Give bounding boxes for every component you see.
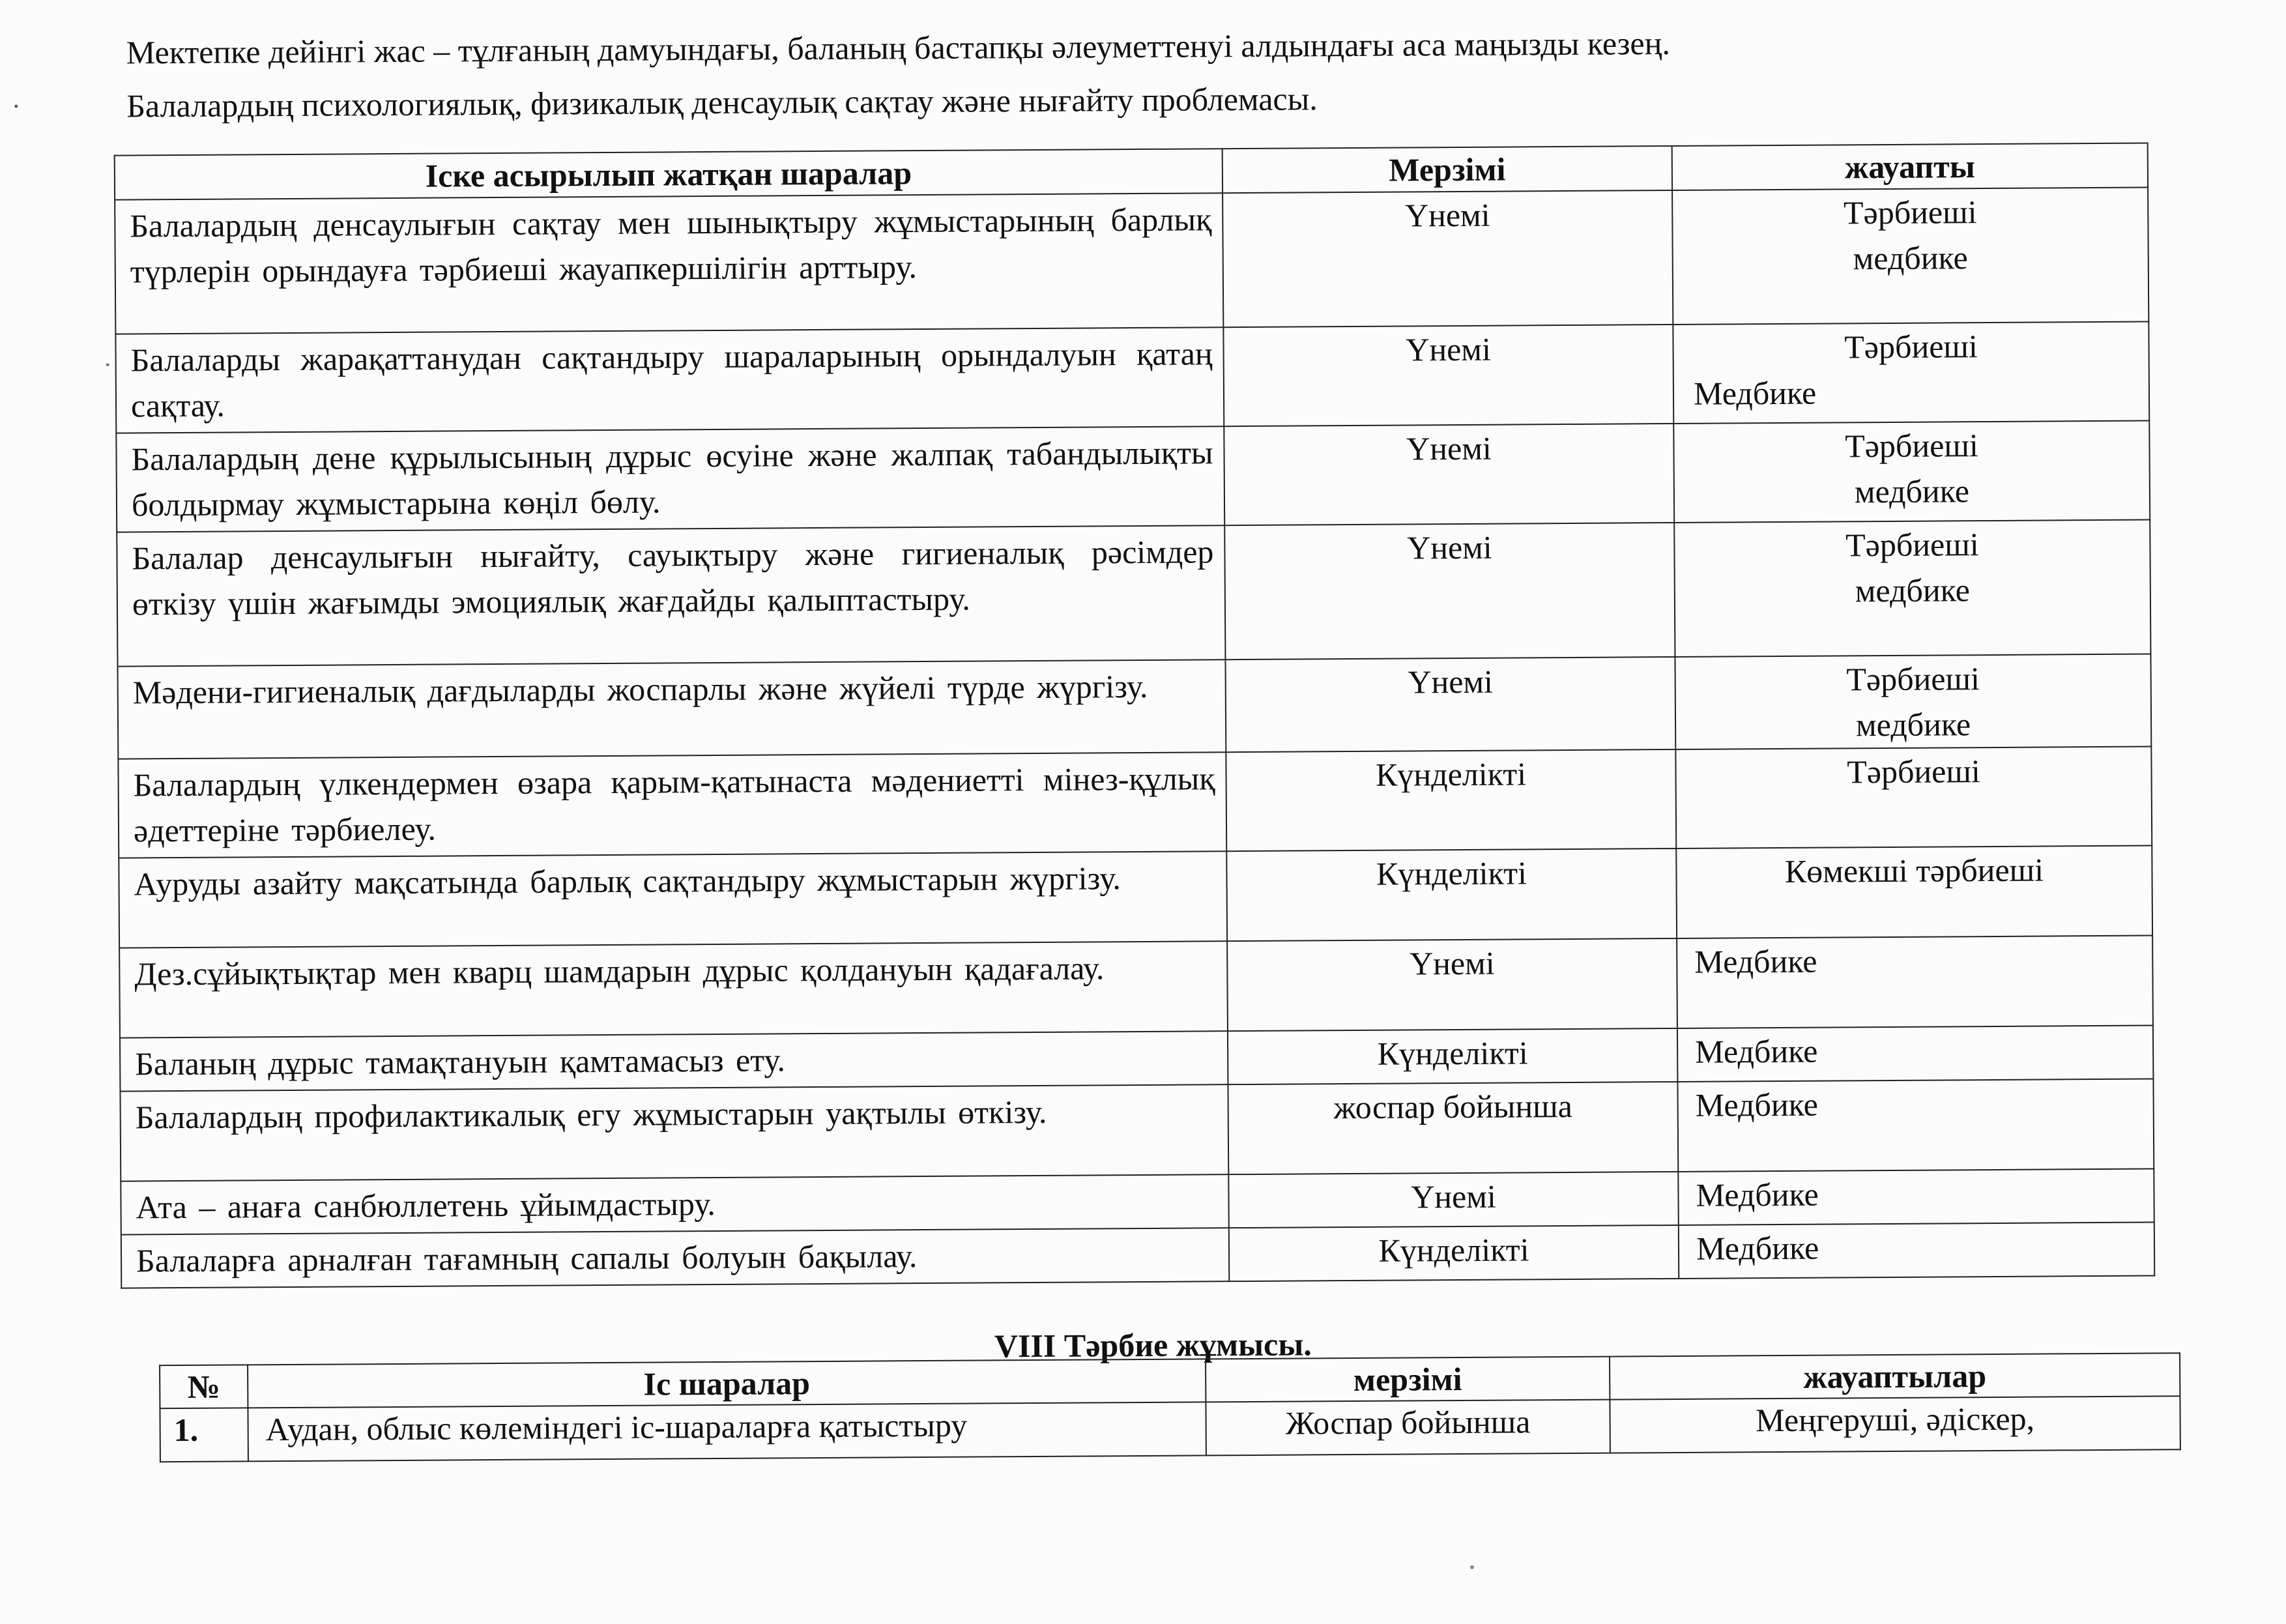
measure-cell: Балалардың денсаулығын сақтау мен шынықтыру жұмыстарының барлық түрлерін орындауға тәрбиеші жауапкершілігін арттыру.: [115, 193, 1223, 334]
responsible-cell: [1674, 520, 2150, 657]
table-row: [115, 322, 2149, 433]
term-cell: Үнемі: [1223, 325, 1673, 426]
responsible-primary: Тәрбиеші: [1843, 194, 1977, 231]
header-term: мерзімі: [1206, 1357, 1610, 1402]
scan-speck: [14, 105, 18, 108]
responsible-primary: Медбике: [1696, 1229, 1819, 1267]
header-term: Мерзімі: [1223, 146, 1672, 193]
responsible-cell: [1679, 1223, 2154, 1279]
responsible-cell: [1677, 1079, 2154, 1172]
responsible-cell: [1676, 846, 2152, 938]
measure-cell: Балаларды жарақаттанудан сақтандыру шараларының орындалуын қатаң сақтау.: [115, 327, 1224, 433]
responsible-primary: Тәрбиеші: [1845, 526, 1979, 564]
table-row: [160, 1396, 2180, 1462]
measure-cell: Балаларға арналған тағамның сапалы болуын бақылау.: [121, 1228, 1229, 1288]
section-title: VIII Тәрбие жұмысы.: [994, 1326, 1312, 1365]
activity-cell: Аудан, облыс көлеміндегі іс-шараларға қатыстыру: [248, 1402, 1206, 1461]
term-cell: Үнемі: [1225, 657, 1675, 752]
measure-cell: Мәдени-гигиеналық дағдыларды жоспарлы және жүйелі түрде жүргізу.: [117, 660, 1226, 759]
responsible-cell: [1673, 322, 2149, 424]
responsible-primary: Көмекші тәрбиеші: [1784, 851, 2044, 890]
intro-line-1: Мектепке дейінгі жас – тұлғаның дамуындағы, баланың бастапқы әлеуметтенуі алдындағы аса маңызды кезең.: [126, 25, 1671, 71]
responsible-cell: [1673, 421, 2150, 523]
responsible-primary: Тәрбиеші: [1847, 753, 1980, 790]
term-cell: Үнемі: [1223, 190, 1673, 327]
measure-cell: Балалар денсаулығын нығайту, сауықтыру және гигиеналық рәсімдер өткізу үшін жағымды эмоциялық жағдайды қалыптастыру.: [117, 525, 1225, 666]
term-cell: Үнемі: [1228, 1172, 1678, 1228]
responsible-primary: Медбике: [1694, 1032, 1818, 1070]
measure-cell: Балалардың үлкендермен өзара қарым-қатынаста мәдениетті мінез-құлық әдеттеріне тәрбиелеу.: [118, 752, 1226, 858]
upbringing-work-table: [159, 1352, 2181, 1462]
measure-cell: Дез.сұйықтықтар мен кварц шамдарын дұрыс қолдануын қадағалау.: [119, 941, 1228, 1037]
responsible-primary: Медбике: [1695, 1086, 1819, 1124]
header-measures: Іске асырылып жатқан шаралар: [115, 149, 1223, 199]
responsible-primary: Медбике: [1694, 942, 1817, 980]
measure-cell: Ата – анаға санбюллетень ұйымдастыру.: [121, 1174, 1228, 1234]
term-cell: Үнемі: [1227, 938, 1677, 1031]
table-row: [118, 747, 2152, 858]
table-row: [119, 936, 2153, 1038]
responsible-secondary: Медбике: [1693, 374, 1817, 412]
scan-speck: [106, 364, 109, 366]
responsible-primary: Тәрбиеші: [1844, 328, 1978, 366]
term-cell: Үнемі: [1224, 424, 1674, 525]
responsible-cell: [1678, 1169, 2154, 1225]
measure-cell: Баланың дұрыс тамақтануын қамтамасыз ету.: [120, 1031, 1228, 1091]
responsible-cell: Меңгеруші, әдіскер,: [1610, 1396, 2180, 1453]
responsible-primary: Тәрбиеші: [1846, 660, 1980, 698]
measure-cell: Балалардың дене құрылысының дұрыс өсуіне және жалпақ табандылықты болдырмау жұмыстарына көңіл бөлу.: [116, 426, 1224, 532]
table-row: [116, 421, 2150, 532]
responsible-secondary: медбике: [1855, 572, 1971, 609]
responsible-secondary: медбике: [1855, 706, 1971, 744]
term-cell: Күнделікті: [1229, 1225, 1679, 1281]
measure-cell: Балалардың профилактикалық егу жұмыстарын уақтылы өткізу.: [120, 1084, 1228, 1181]
table-row: [117, 520, 2150, 667]
responsible-secondary: медбике: [1853, 239, 1968, 277]
header-number: №: [160, 1365, 248, 1408]
table-row: [119, 846, 2152, 948]
header-responsible: жауапты: [1672, 143, 2148, 190]
responsible-cell: [1677, 936, 2153, 1028]
responsible-primary: Тәрбиеші: [1845, 427, 1978, 465]
health-measures-table: [114, 143, 2156, 1289]
header-activities: Іс шаралар: [248, 1359, 1206, 1408]
table-row: [117, 654, 2151, 759]
table-row: [120, 1079, 2154, 1182]
responsible-cell: [1677, 1026, 2153, 1082]
term-cell: жоспар бойынша: [1228, 1082, 1678, 1174]
responsible-cell: [1675, 654, 2151, 749]
scan-speck: [1470, 1565, 1474, 1569]
table-row: [115, 188, 2149, 334]
responsible-secondary: медбике: [1854, 472, 1970, 510]
term-cell: Үнемі: [1224, 523, 1675, 660]
measure-cell: Ауруды азайту мақсатында барлық сақтандыру жұмыстарын жүргізу.: [119, 851, 1227, 948]
intro-paragraph: [126, 14, 2055, 132]
number-cell: 1.: [160, 1408, 248, 1462]
intro-line-2: Балалардың психологиялық, физикалық денсаулық сақтау және нығайту проблемасы.: [126, 80, 1318, 124]
responsible-primary: Медбике: [1696, 1176, 1819, 1213]
responsible-cell: [1672, 188, 2149, 325]
term-cell: Күнделікті: [1228, 1028, 1677, 1084]
term-cell: Күнделікті: [1226, 749, 1676, 851]
term-cell: Күнделікті: [1226, 848, 1677, 941]
header-responsible: жауаптылар: [1610, 1353, 2180, 1399]
responsible-cell: [1675, 747, 2152, 848]
term-cell: Жоспар бойынша: [1206, 1400, 1610, 1456]
